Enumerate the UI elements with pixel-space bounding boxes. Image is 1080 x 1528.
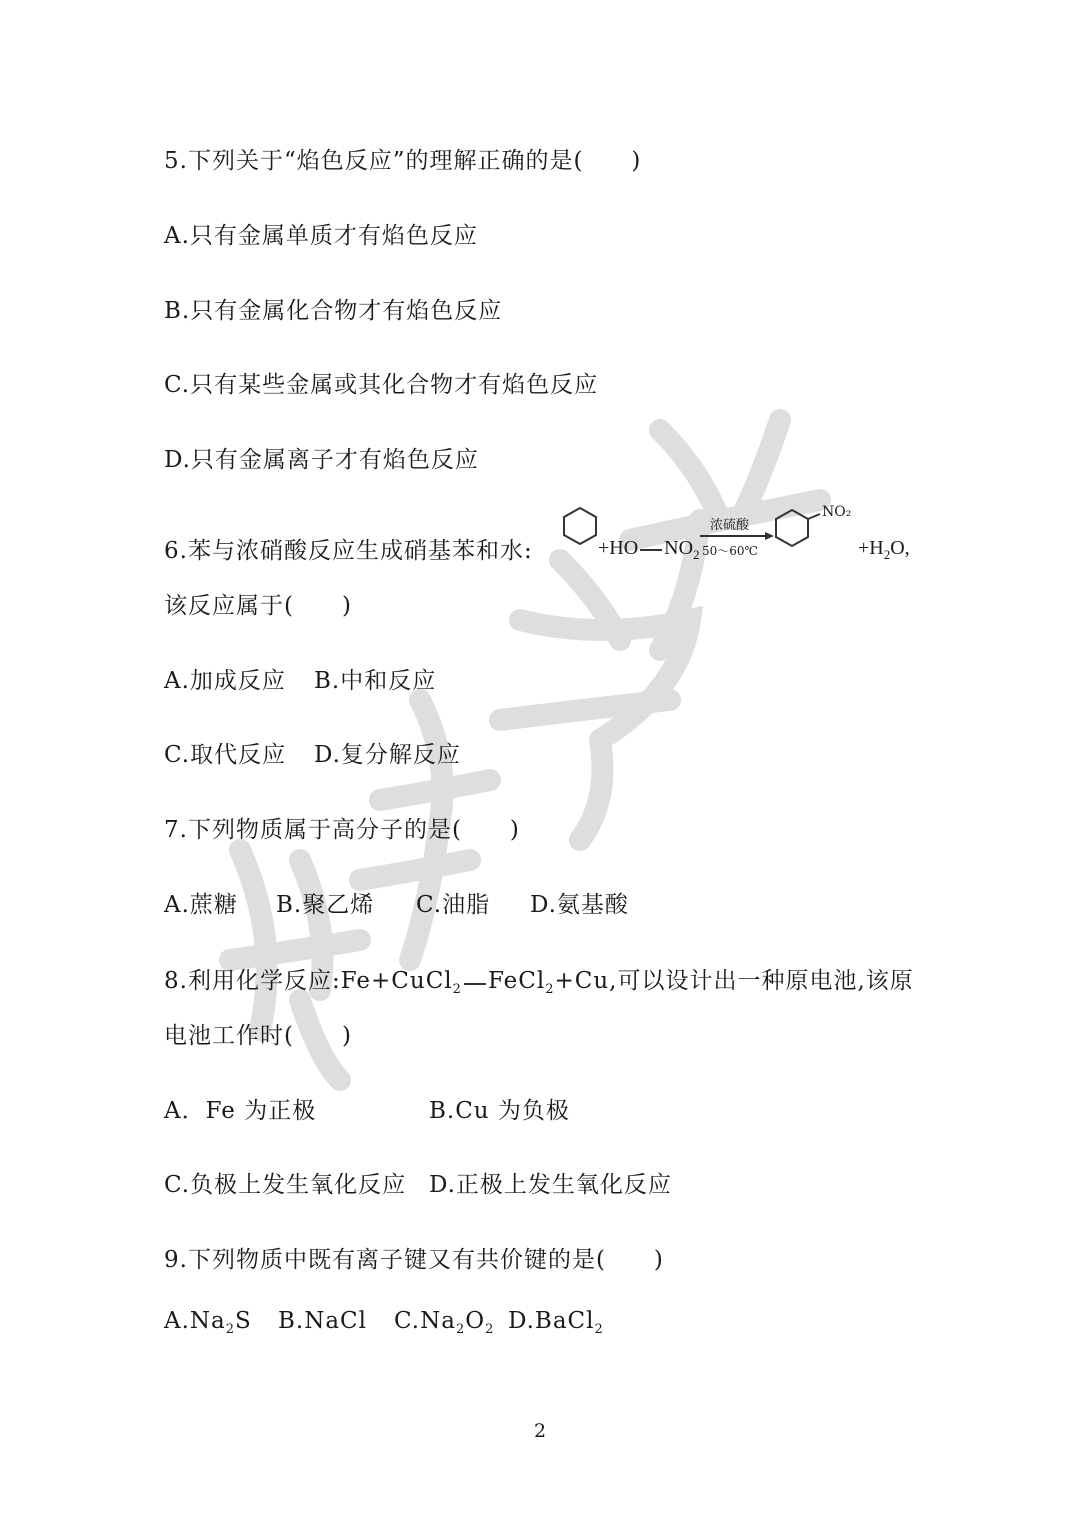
q6-option-c: C.取代反应	[164, 742, 287, 768]
q5-option-d: D.只有金属离子才有焰色反应	[164, 447, 479, 473]
q6-option-a: A.加成反应	[164, 668, 286, 694]
q9-options	[164, 1306, 604, 1345]
q6-options-row1	[164, 666, 436, 696]
reagent-ho: +HO	[598, 537, 639, 559]
q8-option-a: A．Fe 为正极	[164, 1098, 317, 1124]
q8-sub-a: 2	[452, 982, 462, 997]
q5-option-b: B.只有金属化合物才有焰色反应	[164, 298, 503, 324]
q5-stem: 5.下列关于“焰色反应”的理解正确的是( )	[164, 148, 642, 174]
q6-stem-line1	[164, 536, 533, 566]
q9-option-c-sub1: 2	[455, 1322, 466, 1337]
q9-option-a-end: S	[235, 1308, 252, 1334]
nitration-equation	[560, 500, 920, 574]
q7-option-a: A.蔗糖	[164, 892, 238, 918]
q8-option-d: D.正极上发生氧化反应	[429, 1172, 672, 1198]
water-o: O,	[890, 537, 910, 559]
q5-option-c: C.只有某些金属或其化合物才有焰色反应	[164, 372, 599, 398]
q8-option-b: B.Cu 为负极	[429, 1098, 570, 1124]
q7-option-c: C.油脂	[416, 892, 491, 918]
q7-stem: 7.下列物质属于高分子的是( )	[164, 817, 520, 843]
reagent-no2: NO	[664, 537, 694, 559]
condition-label: 50～60℃	[702, 544, 758, 558]
q9-option-a	[164, 1306, 278, 1345]
q8-stem-line2: 电池工作时( )	[164, 1023, 352, 1049]
water-sub: 2	[883, 547, 891, 562]
q6-stem-line2: 该反应属于( )	[164, 593, 352, 619]
q9-option-b: B.NaCl	[278, 1308, 368, 1334]
q9-option-c-sub2: 2	[485, 1322, 495, 1337]
q9-option-c	[394, 1306, 508, 1345]
q8-stem-line1	[164, 966, 914, 1005]
q6-options-row2	[164, 740, 461, 770]
q9-option-a-sub: 2	[225, 1322, 236, 1337]
q6-option-b: B.中和反应	[314, 668, 437, 694]
q6-option-d: D.复分解反应	[314, 742, 461, 768]
reaction-equals	[464, 983, 486, 985]
q8-option-c: C.负极上发生氧化反应	[164, 1172, 407, 1198]
q9-option-d-text: D.BaCl	[508, 1308, 595, 1334]
q9-stem: 9.下列物质中既有离子键又有共价键的是( )	[164, 1247, 664, 1273]
q8-sub-b: 2	[545, 982, 555, 997]
catalyst-label: 浓硫酸	[710, 518, 750, 533]
q6-stem-prefix: 6.苯与浓硝酸反应生成硝基苯和水:	[164, 538, 533, 564]
page-number: 2	[533, 1420, 547, 1442]
reagent-no2-sub: 2	[693, 547, 700, 562]
bond-line	[640, 549, 662, 551]
q5-option-a: A.只有金属单质才有焰色反应	[164, 223, 478, 249]
q9-option-a-text: A.Na	[164, 1308, 226, 1334]
q9-option-c-mid: O	[465, 1308, 486, 1334]
q8-stem-b: FeCl	[487, 968, 546, 994]
product-no2-label: NO₂	[822, 504, 852, 520]
q9-option-c-text: C.Na	[394, 1308, 456, 1334]
q8-options-row2	[164, 1170, 672, 1200]
q9-option-d	[508, 1306, 604, 1345]
q7-option-b: B.聚乙烯	[276, 892, 375, 918]
q9-option-d-sub: 2	[594, 1322, 604, 1337]
q7-option-d: D.氨基酸	[530, 892, 629, 918]
q8-stem-c: +Cu,可以设计出一种原电池,该原	[554, 968, 914, 994]
q8-stem-a: 8.利用化学反应:Fe+CuCl	[164, 968, 453, 994]
q7-options	[164, 890, 629, 920]
water-h: +H	[858, 537, 884, 559]
q8-options-row1	[164, 1096, 570, 1126]
